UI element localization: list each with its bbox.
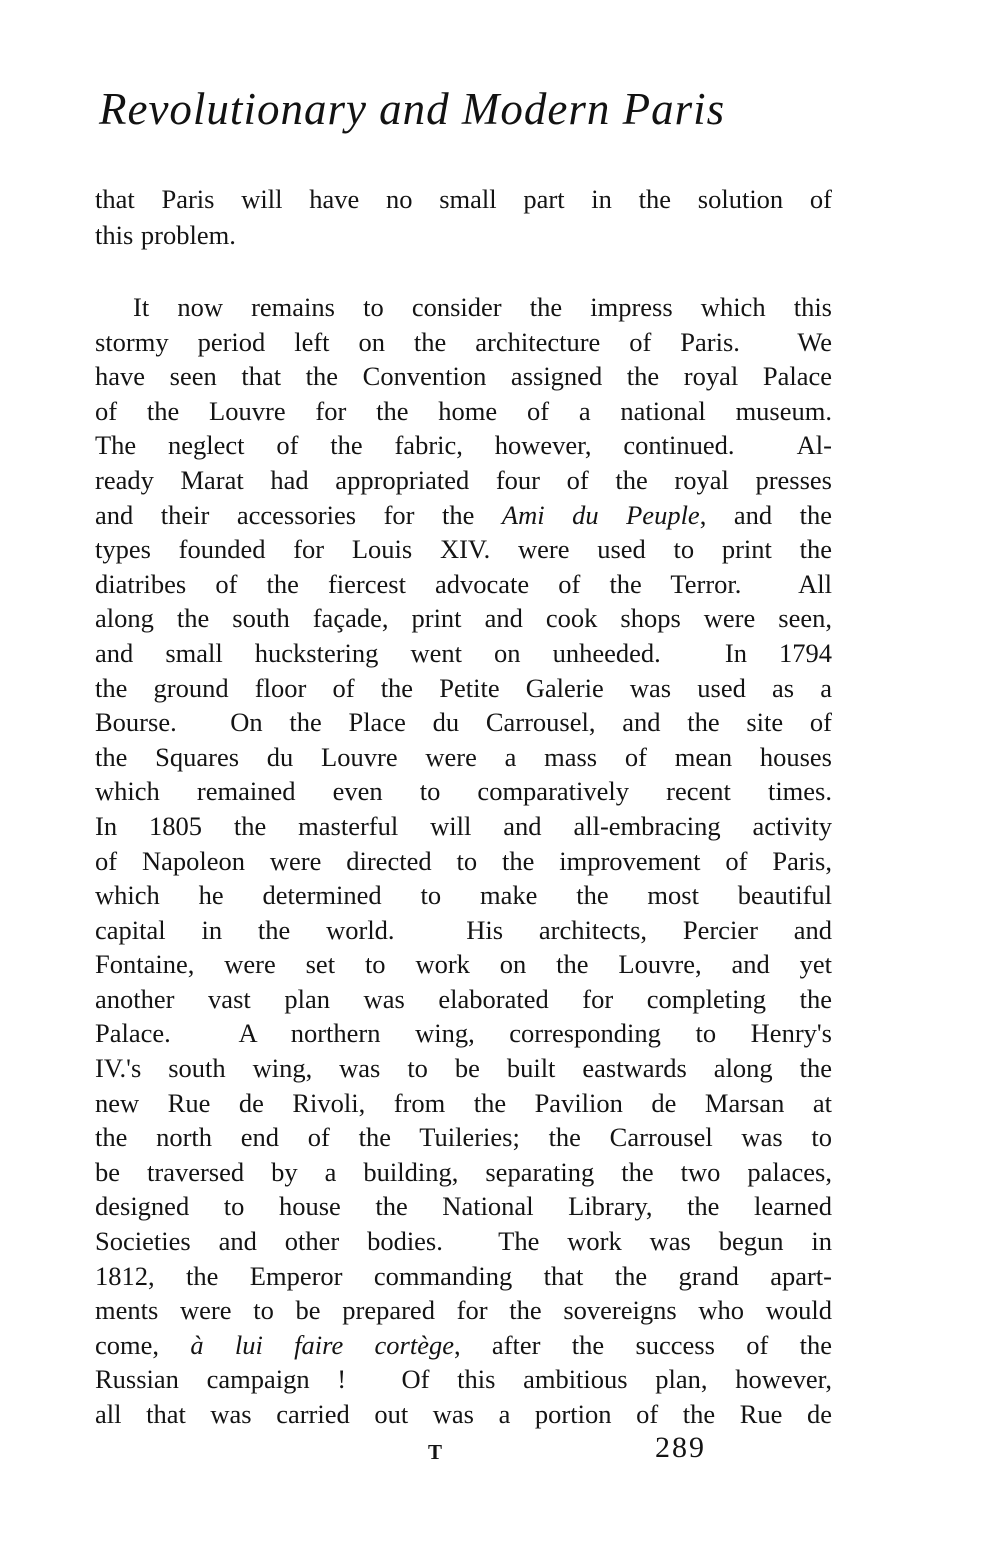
text-segment: and small huckstering went on unheeded. In 1794 xyxy=(95,637,832,668)
text-line xyxy=(95,325,832,360)
text-line xyxy=(95,1328,832,1363)
text-segment: Russian campaign ! Of this ambitious plan, however, xyxy=(95,1364,832,1395)
text-line xyxy=(95,878,832,913)
text-line xyxy=(95,532,832,567)
text-segment: this problem. xyxy=(95,220,236,250)
text-line xyxy=(95,774,832,809)
text-segment: , after the success of the xyxy=(454,1329,832,1360)
footer-signature-mark: T xyxy=(428,1440,444,1464)
running-header-title: Revolutionary and Modern Paris xyxy=(99,84,726,134)
text-line xyxy=(95,740,832,775)
text-segment: ments were to be prepared for the sovereigns who would xyxy=(95,1295,832,1326)
text-line xyxy=(95,394,832,429)
text-segment: 1812, the Emperor commanding that the grand apart- xyxy=(95,1260,832,1291)
text-line xyxy=(95,1259,832,1294)
text-segment: capital in the world. His architects, Percier and xyxy=(95,914,832,945)
text-line xyxy=(95,217,832,253)
text-line xyxy=(95,1155,832,1190)
text-line xyxy=(95,498,832,533)
text-segment: Bourse. On the Place du Carrousel, and the site of xyxy=(95,707,832,738)
text-line xyxy=(95,1189,832,1224)
text-segment: diatribes of the fiercest advocate of the Terror. All xyxy=(95,568,832,599)
text-segment: another vast plan was elaborated for completing the xyxy=(95,983,832,1014)
text-line xyxy=(95,844,832,879)
text-line xyxy=(95,809,832,844)
text-line xyxy=(95,1016,832,1051)
paragraph xyxy=(95,290,832,1432)
text-line xyxy=(95,1362,832,1397)
text-segment: Palace. A northern wing, corresponding to Henry's xyxy=(95,1018,832,1049)
text-segment: new Rue de Rivoli, from the Pavilion de Marsan at xyxy=(95,1087,832,1118)
text-segment: , and the xyxy=(699,499,833,530)
text-line xyxy=(95,290,832,325)
text-line xyxy=(95,1051,832,1086)
text-line xyxy=(95,913,832,948)
text-segment: that Paris will have no small part in the solution of xyxy=(95,184,832,214)
text-segment: the Squares du Louvre were a mass of mean houses xyxy=(95,741,832,772)
text-line xyxy=(95,636,832,671)
text-segment: have seen that the Convention assigned the royal Palace xyxy=(95,361,832,392)
text-segment: designed to house the National Library, the learned xyxy=(95,1191,832,1222)
paragraph xyxy=(95,181,832,253)
text-segment: ready Marat had appropriated four of the royal presses xyxy=(95,464,832,495)
text-segment: along the south façade, print and cook shops were seen, xyxy=(95,603,832,634)
text-line xyxy=(95,567,832,602)
text-segment: stormy period left on the architecture of Paris. We xyxy=(95,326,832,357)
text-line xyxy=(95,1293,832,1328)
text-line xyxy=(95,428,832,463)
text-segment: In 1805 the masterful will and all-embracing activity xyxy=(95,810,832,841)
text-segment: the ground floor of the Petite Galerie was used as a xyxy=(95,672,832,703)
italic-phrase: Ami du Peuple xyxy=(501,499,700,530)
text-line xyxy=(95,671,832,706)
text-segment: of Napoleon were directed to the improvement of Paris, xyxy=(95,845,832,876)
text-line xyxy=(95,601,832,636)
text-segment: IV.'s south wing, was to be built eastwards along the xyxy=(95,1053,832,1084)
text-segment: The neglect of the fabric, however, continued. Al- xyxy=(95,430,832,461)
text-line xyxy=(95,947,832,982)
text-line xyxy=(95,1224,832,1259)
text-line xyxy=(95,359,832,394)
text-line xyxy=(95,1397,832,1432)
text-line xyxy=(95,181,832,217)
text-segment: be traversed by a building, separating the two palaces, xyxy=(95,1156,832,1187)
text-line xyxy=(95,1086,832,1121)
text-segment: It now remains to consider the impress which this xyxy=(133,292,832,322)
text-line xyxy=(95,705,832,740)
text-block xyxy=(95,181,832,1432)
text-segment: of the Louvre for the home of a national museum. xyxy=(95,395,832,426)
text-segment: the north end of the Tuileries; the Carrousel was to xyxy=(95,1122,832,1153)
text-segment: come, xyxy=(95,1329,191,1360)
text-segment: which remained even to comparatively recent times. xyxy=(95,776,832,807)
footer-page-number: 289 xyxy=(655,1431,706,1464)
text-line xyxy=(95,463,832,498)
text-segment: and their accessories for the xyxy=(95,499,502,530)
text-segment: Fontaine, were set to work on the Louvre, and yet xyxy=(95,949,832,980)
text-line xyxy=(95,982,832,1017)
text-segment: all that was carried out was a portion of the Rue de xyxy=(95,1399,832,1429)
text-segment: which he determined to make the most beautiful xyxy=(95,880,832,911)
italic-phrase: à lui faire cortège xyxy=(190,1329,454,1360)
text-line xyxy=(95,1120,832,1155)
text-segment: Societies and other bodies. The work was begun in xyxy=(95,1226,832,1257)
text-segment: types founded for Louis XIV. were used to print the xyxy=(95,534,832,565)
